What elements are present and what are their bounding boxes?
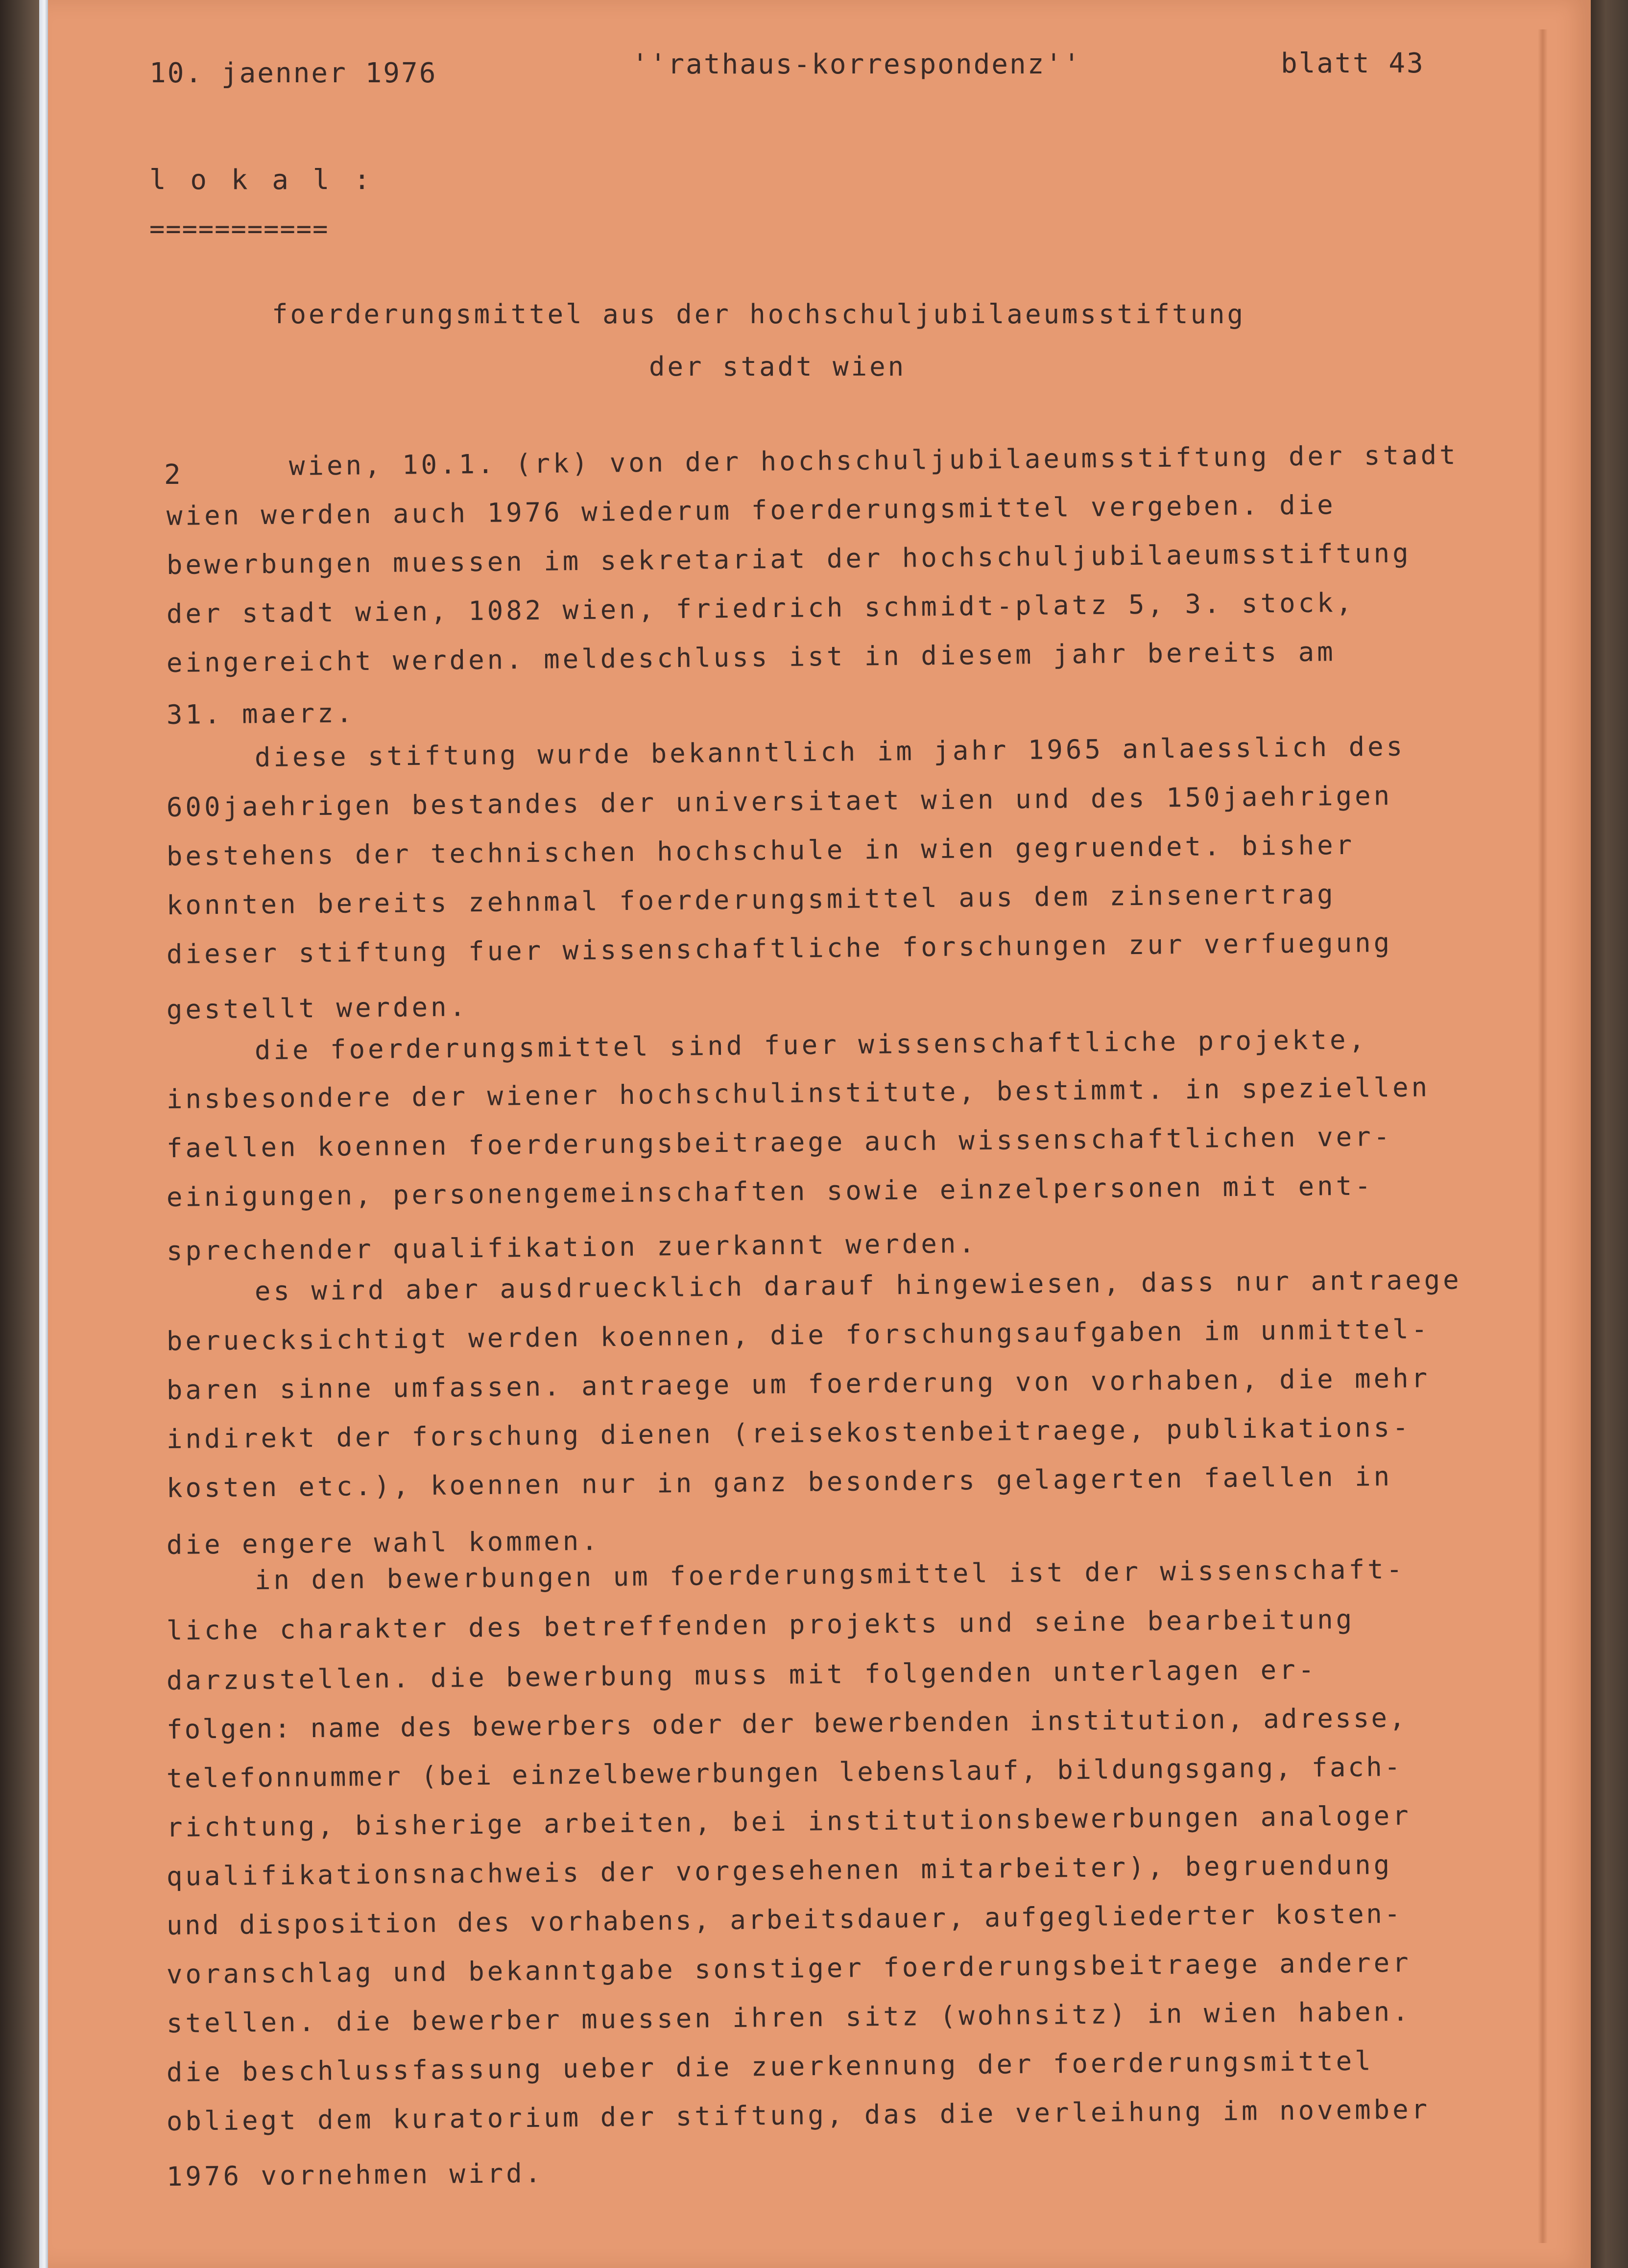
article-title-line-1: foerderungsmittel aus der hochschuljubilaeumsstiftung: [272, 299, 1246, 330]
body-line: voranschlag und bekanntgabe sonstiger foerderungsbeitraege anderer: [166, 1947, 1412, 1990]
article-title-line-2: der stadt wien: [649, 351, 907, 382]
body-line: indirekt der forschung dienen (reisekostenbeitraege, publikations-: [166, 1411, 1412, 1455]
header-sheet-number: blatt 43: [1281, 48, 1425, 79]
body-line: wien werden auch 1976 wiederum foerderungsmittel vergeben. die: [166, 489, 1336, 531]
body-line: beruecksichtigt werden koennen, die forschungsaufgaben im unmittel-: [166, 1313, 1431, 1357]
body-line: telefonnummer (bei einzelbewerbungen lebenslauf, bildungsgang, fach-: [166, 1751, 1403, 1794]
page-shadow: [1538, 29, 1548, 2243]
body-line: sprechender qualifikation zuerkannt werden.: [166, 1228, 978, 1266]
book-binding-edge: [0, 0, 39, 2268]
header-date: 10. jaenner 1976: [149, 57, 437, 89]
scan-right-edge: [1591, 0, 1628, 2268]
body-line: folgen: name des bewerbers oder der bewerbenden institution, adresse,: [166, 1702, 1408, 1745]
body-line: der stadt wien, 1082 wien, friedrich schmidt-platz 5, 3. stock,: [166, 587, 1355, 629]
body-line: die engere wahl kommen.: [166, 1525, 601, 1560]
body-line: qualifikationsnachweis der vorgesehenen mitarbeiter), begruendung: [166, 1849, 1393, 1892]
body-line: liche charakter des betreffenden projekts und seine bearbeitung: [166, 1603, 1355, 1646]
section-underline: ===========: [149, 215, 329, 244]
article-number: 2: [164, 459, 182, 491]
body-line: bewerbungen muessen im sekretariat der hochschuljubilaeumsstiftung: [166, 537, 1412, 580]
body-line: insbesondere der wiener hochschulinstitute, bestimmt. in speziellen: [166, 1072, 1431, 1115]
body-line: darzustellen. die bewerbung muss mit folgenden unterlagen er-: [166, 1654, 1317, 1696]
body-line: baren sinne umfassen. antraege um foerderung von vorhaben, die mehr: [166, 1362, 1431, 1406]
body-line: bestehens der technischen hochschule in wien gegruendet. bisher: [166, 829, 1355, 872]
body-line: 1976 vornehmen wird.: [166, 2157, 544, 2192]
body-line: diese stiftung wurde bekanntlich im jahr 1965 anlaesslich des: [254, 731, 1406, 773]
body-line: eingereicht werden. meldeschluss ist in diesem jahr bereits am: [166, 636, 1336, 678]
body-line: kosten etc.), koennen nur in ganz besonders gelagerten faellen in: [166, 1460, 1393, 1504]
body-line: 600jaehrigen bestandes der universitaet wien und des 150jaehrigen: [166, 780, 1393, 823]
body-line: stellen. die bewerber muessen ihren sitz (wohnsitz) in wien haben.: [166, 1996, 1412, 2039]
body-line: obliegt dem kuratorium der stiftung, das die verleihung im november: [166, 2094, 1431, 2137]
body-line: die foerderungsmittel sind fuer wissenschaftliche projekte,: [254, 1024, 1368, 1066]
body-line: richtung, bisherige arbeiten, bei institutionsbewerbungen analoger: [166, 1800, 1412, 1843]
body-line: dieser stiftung fuer wissenschaftliche forschungen zur verfuegung: [166, 927, 1393, 970]
page-fold: [39, 0, 48, 2268]
body-line: die beschlussfassung ueber die zuerkennung der foerderungsmittel: [166, 2045, 1374, 2088]
body-line: es wird aber ausdruecklich darauf hingewiesen, dass nur antraege: [254, 1264, 1462, 1307]
body-line: konnten bereits zehnmal foerderungsmittel aus dem zinsenertrag: [166, 879, 1336, 921]
body-line: in den bewerbungen um foerderungsmittel ist der wissenschaft-: [254, 1553, 1406, 1596]
body-line: faellen koennen foerderungsbeitraege auch wissenschaftlichen ver-: [166, 1121, 1393, 1164]
body-line: und disposition des vorhabens, arbeitsdauer, aufgegliederter kosten-: [166, 1898, 1403, 1941]
header-publication: ''rathaus-korrespondenz'': [632, 48, 1081, 80]
body-line: 31. maerz.: [166, 697, 356, 730]
body-line: wien, 10.1. (rk) von der hochschuljubilaeumsstiftung der stadt: [288, 439, 1459, 481]
section-label: l o k a l :: [149, 164, 374, 196]
body-line: einigungen, personengemeinschaften sowie einzelpersonen mit ent-: [166, 1170, 1374, 1213]
body-line: gestellt werden.: [166, 991, 469, 1025]
